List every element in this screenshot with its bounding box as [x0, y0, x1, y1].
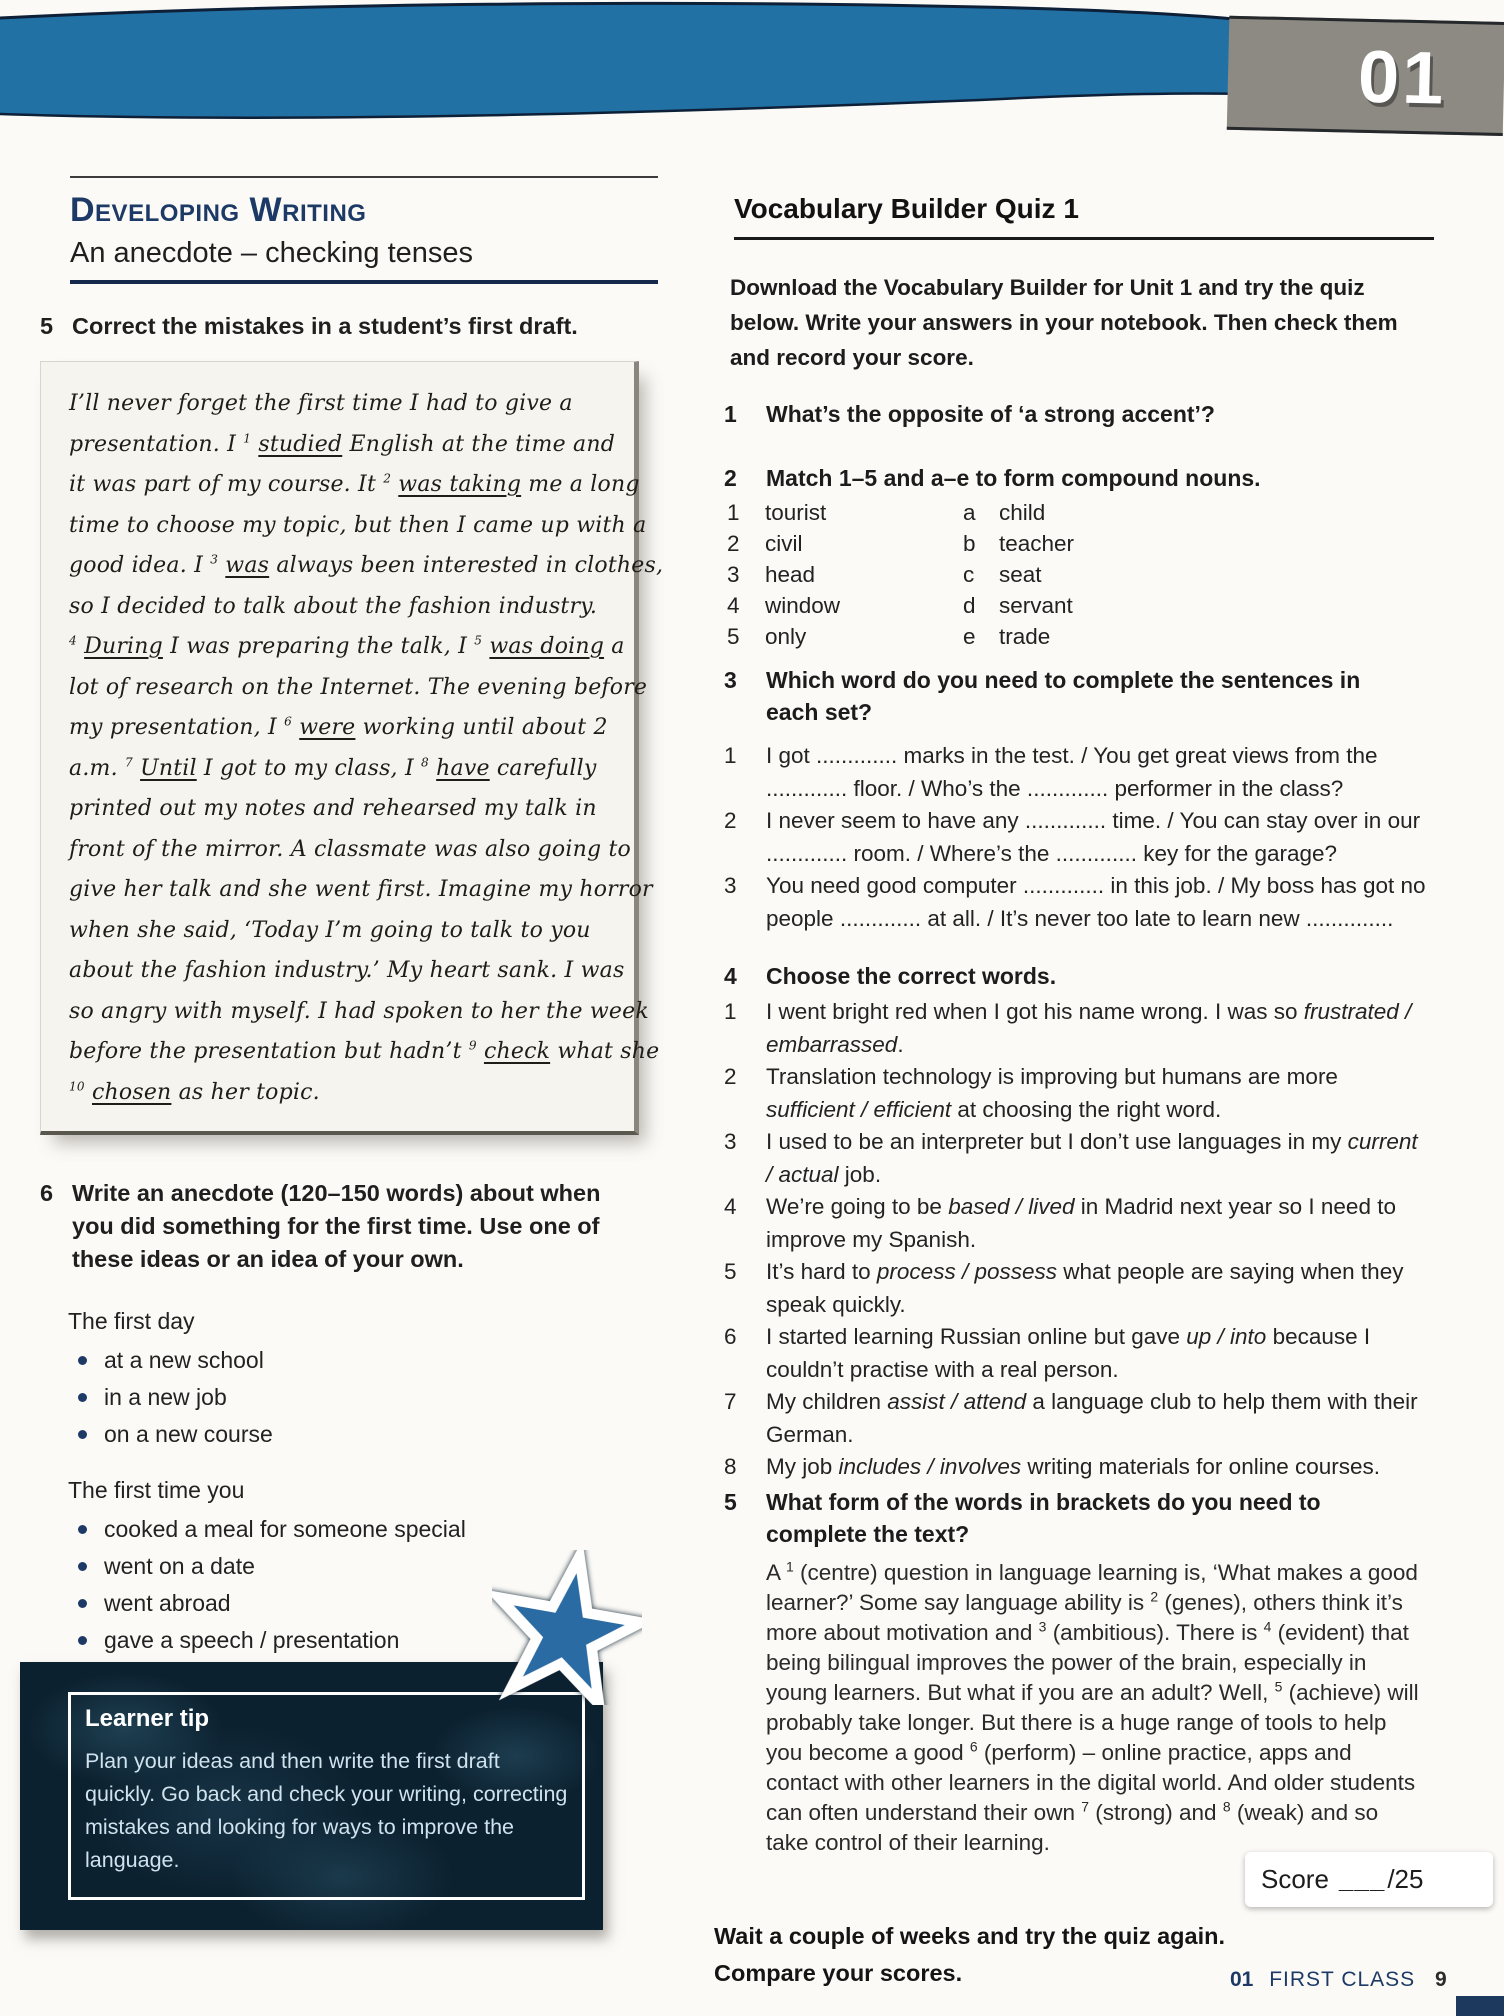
item-number: 8 — [724, 1454, 737, 1479]
draft-line: front of the mirror. A classmate was also going to — [69, 836, 631, 862]
item-number: 2 — [724, 808, 737, 833]
item-text: I never seem to have any ............. time. / You can stay over in our ............. room. / Where’s the ............. key for the garage? — [766, 808, 1421, 866]
quiz-q5-text: What form of the words in brackets do you need to complete the text? — [766, 1489, 1321, 1547]
score-total: /25 — [1387, 1864, 1424, 1894]
match-letter: a — [963, 500, 976, 525]
match-row — [727, 562, 1074, 593]
quiz-q2-text: Match 1–5 and a–e to form compound nouns. — [766, 465, 1261, 491]
exercise-6-instruction: Write an anecdote (120–150 words) about when you did something for the first time. Use one of these ideas or an idea of your own. — [72, 1180, 601, 1272]
quiz-item — [724, 1386, 1426, 1451]
item-text: I got ............. marks in the test. / You get great views from the ............. floor. / Who’s the ............. performer in the class? — [766, 743, 1378, 801]
draft-line: printed out my notes and rehearsed my talk in — [69, 796, 597, 821]
match-word-left: only — [765, 624, 807, 649]
quiz-q3-text: Which word do you need to complete the sentences in each set? — [766, 667, 1361, 725]
draft-line: $^{10}$ chosen as her topic. — [69, 1079, 320, 1105]
quiz-item — [724, 1191, 1426, 1256]
quiz-item — [724, 996, 1426, 1061]
item-number: 1 — [724, 999, 737, 1024]
footer-book-title: FIRST CLASS — [1269, 1968, 1416, 1991]
item-text: My job includes / involves writing materials for online courses. — [766, 1454, 1381, 1479]
idea-group-1-heading: The first day — [68, 1308, 195, 1334]
top-rule — [70, 176, 658, 178]
item-number: 3 — [724, 873, 737, 898]
match-word-left: tourist — [765, 500, 827, 525]
list-item: on a new course — [104, 1416, 658, 1453]
match-exercise — [727, 500, 1074, 655]
exercise-5-instruction: Correct the mistakes in a student’s first draft. — [72, 313, 578, 339]
item-text: I used to be an interpreter but I don’t use languages in my current / actual job. — [766, 1129, 1418, 1187]
match-letter: c — [963, 562, 975, 587]
draft-line: my presentation, I $^6$ were working until about 2 — [69, 714, 608, 740]
exercise-5-number: 5 — [40, 313, 54, 339]
quiz-q1-text: What’s the opposite of ‘a strong accent’? — [766, 401, 1215, 427]
item-number: 6 — [724, 1324, 737, 1349]
quiz-item — [724, 1126, 1426, 1191]
quiz-title: Vocabulary Builder Quiz 1 — [734, 193, 1434, 240]
match-word-right: child — [999, 500, 1046, 525]
item-text: It’s hard to process / possess what people are saying when they speak quickly. — [766, 1259, 1404, 1317]
match-word-right: teacher — [999, 531, 1075, 556]
match-word-right: seat — [999, 562, 1042, 587]
quiz-intro: Download the Vocabulary Builder for Unit 1 and try the quiz below. Write your answers in your notebook. Then check them and record your score. — [730, 275, 1398, 370]
draft-line: time to choose my topic, but then I came up with a — [69, 512, 647, 538]
footer-unit-number: 01 — [1230, 1968, 1254, 1991]
learner-tip-title: Learner tip — [85, 1705, 210, 1732]
draft-line: good idea. I $^3$ was always been interested in clothes, — [69, 552, 664, 578]
score-label: Score — [1261, 1864, 1329, 1894]
quiz-q1-number: 1 — [724, 401, 737, 427]
list-item: went on a date — [104, 1548, 658, 1585]
item-number: 1 — [724, 743, 737, 768]
item-number: 4 — [724, 1194, 737, 1219]
match-word-right: trade — [999, 624, 1051, 649]
match-row — [727, 531, 1074, 562]
exercise-6-heading — [40, 1177, 612, 1276]
developing-writing-section — [40, 176, 664, 1659]
match-row — [727, 593, 1074, 624]
match-word-left: head — [765, 562, 816, 587]
match-word-left: window — [765, 593, 841, 618]
quiz-q4-number: 4 — [724, 963, 737, 989]
item-text: You need good computer ............. in this job. / My boss has got no people ............. at all. / It’s never too late to learn new .............. — [766, 873, 1426, 931]
quiz-q4-items — [724, 996, 1426, 1484]
match-number: 4 — [727, 593, 740, 618]
draft-line: lot of research on the Internet. The evening before — [69, 674, 648, 700]
page-footer — [1230, 1968, 1447, 1992]
unit-number-badge — [1227, 16, 1504, 136]
draft-line: about the fashion industry.’ My heart sank. I was — [69, 958, 625, 983]
list-item: cooked a meal for someone special — [104, 1511, 658, 1548]
quiz-item — [724, 1256, 1426, 1321]
quiz-q4-heading — [724, 960, 1386, 992]
quiz-q2-heading — [724, 462, 1386, 494]
draft-line: give her talk and she went first. Imagine my horror — [69, 877, 653, 902]
navy-rule — [70, 280, 658, 284]
match-number: 2 — [727, 531, 740, 556]
draft-line: a.m. $^7$ Until I got to my class, I $^8$ have carefully — [69, 755, 597, 781]
item-number: 5 — [724, 1259, 737, 1284]
quiz-item — [724, 740, 1426, 805]
match-row — [727, 624, 1074, 655]
draft-line: I’ll never forget the first time I had to give a — [69, 391, 573, 416]
star-icon — [492, 1550, 642, 1705]
item-text: I went bright red when I got his name wrong. I was so frustrated / embarrassed. — [766, 999, 1412, 1057]
idea-group-2-heading: The first time you — [68, 1477, 245, 1503]
item-text: We’re going to be based / lived in Madrid next year so I need to improve my Spanish. — [766, 1194, 1396, 1252]
exercise-5-heading — [40, 310, 658, 343]
item-text: Translation technology is improving but humans are more sufficient / efficient at choosing the right word. — [766, 1064, 1338, 1122]
draft-line: when she said, ‘Today I’m going to talk to you — [69, 917, 591, 943]
match-row — [727, 500, 1074, 531]
list-item: at a new school — [104, 1342, 658, 1379]
unit-number: 01 — [1357, 34, 1448, 120]
idea-group-1-list — [40, 1342, 658, 1453]
quiz-q1-heading — [724, 398, 1386, 430]
footer-page-number: 9 — [1435, 1968, 1447, 1991]
section-subtitle: An anecdote – checking tenses — [70, 237, 474, 269]
learner-tip-body: Plan your ideas and then write the first draft quickly. Go back and check your writing, correcting mistakes and looking for ways to improve the language. — [85, 1749, 568, 1872]
score-blank: ___ — [1338, 1864, 1386, 1894]
quiz-q2-number: 2 — [724, 465, 737, 491]
match-letter: b — [963, 531, 976, 556]
item-text: My children assist / attend a language club to help them with their German. — [766, 1389, 1418, 1447]
match-word-right: servant — [999, 593, 1073, 618]
draft-line: $^4$ During I was preparing the talk, I $^5$ was doing a — [69, 633, 625, 659]
match-number: 5 — [727, 624, 740, 649]
draft-line: before the presentation but hadn’t $^9$ check what she — [69, 1038, 660, 1064]
draft-line: it was part of my course. It $^2$ was taking me a long — [69, 471, 640, 497]
corner-mark — [1456, 1996, 1504, 2016]
outro-line-2: Compare your scores. — [714, 1960, 963, 1986]
quiz-item — [724, 805, 1426, 870]
list-item: gave a speech / presentation — [104, 1622, 658, 1659]
draft-line: so I decided to talk about the fashion industry. — [69, 593, 598, 619]
quiz-item — [724, 870, 1426, 935]
match-letter: e — [963, 624, 976, 649]
list-item: in a new job — [104, 1379, 658, 1416]
score-box — [1245, 1852, 1493, 1907]
quiz-q4-text: Choose the correct words. — [766, 963, 1057, 989]
list-item: went abroad — [104, 1585, 658, 1622]
match-word-left: civil — [765, 531, 803, 556]
match-letter: d — [963, 593, 976, 618]
quiz-item — [724, 1061, 1426, 1126]
exercise-6-number: 6 — [40, 1180, 54, 1206]
quiz-q3-items — [724, 740, 1426, 935]
quiz-q5-heading — [724, 1486, 1406, 1550]
section-title: Developing Writing — [70, 191, 367, 229]
draft-line: presentation. I $^1$ studied English at the time and — [69, 431, 615, 457]
draft-line: so angry with myself. I had spoken to her the week — [69, 998, 649, 1024]
match-number: 3 — [727, 562, 740, 587]
quiz-item — [724, 1321, 1426, 1386]
match-number: 1 — [727, 500, 740, 525]
outro-line-1: Wait a couple of weeks and try the quiz again. — [714, 1923, 1225, 1949]
student-draft-box — [40, 361, 664, 1135]
quiz-item — [724, 1451, 1426, 1484]
quiz-q3-heading — [724, 664, 1376, 728]
item-number: 3 — [724, 1129, 737, 1154]
item-number: 2 — [724, 1064, 737, 1089]
item-number: 7 — [724, 1389, 737, 1414]
learner-tip-frame — [68, 1692, 585, 1900]
quiz-q5-number: 5 — [724, 1489, 737, 1515]
quiz-q3-number: 3 — [724, 667, 737, 693]
quiz-q5-paragraph: A $^1$ (centre) question in language learning is, ‘What makes a good learner?’ Some say language ability is $^2$ (genes), others think it’s more about motivation and $^3$ (ambitious). There is $^4$ (evident) that being bilingual improves the power of the brain, especially in young learners. But what if you are an adult? Well, $^5$ (achieve) will probably take longer. But there is a huge range of tools to help you become a good $^6$ (perform) – online practice, apps and contact with other learners in the digital world. And older students can often understand their own $^7$ (strong) and $^8$ (weak) and so take control of their learning. — [766, 1558, 1419, 1855]
item-text: I started learning Russian online but gave up / into because I couldn’t practise with a real person. — [766, 1324, 1371, 1382]
